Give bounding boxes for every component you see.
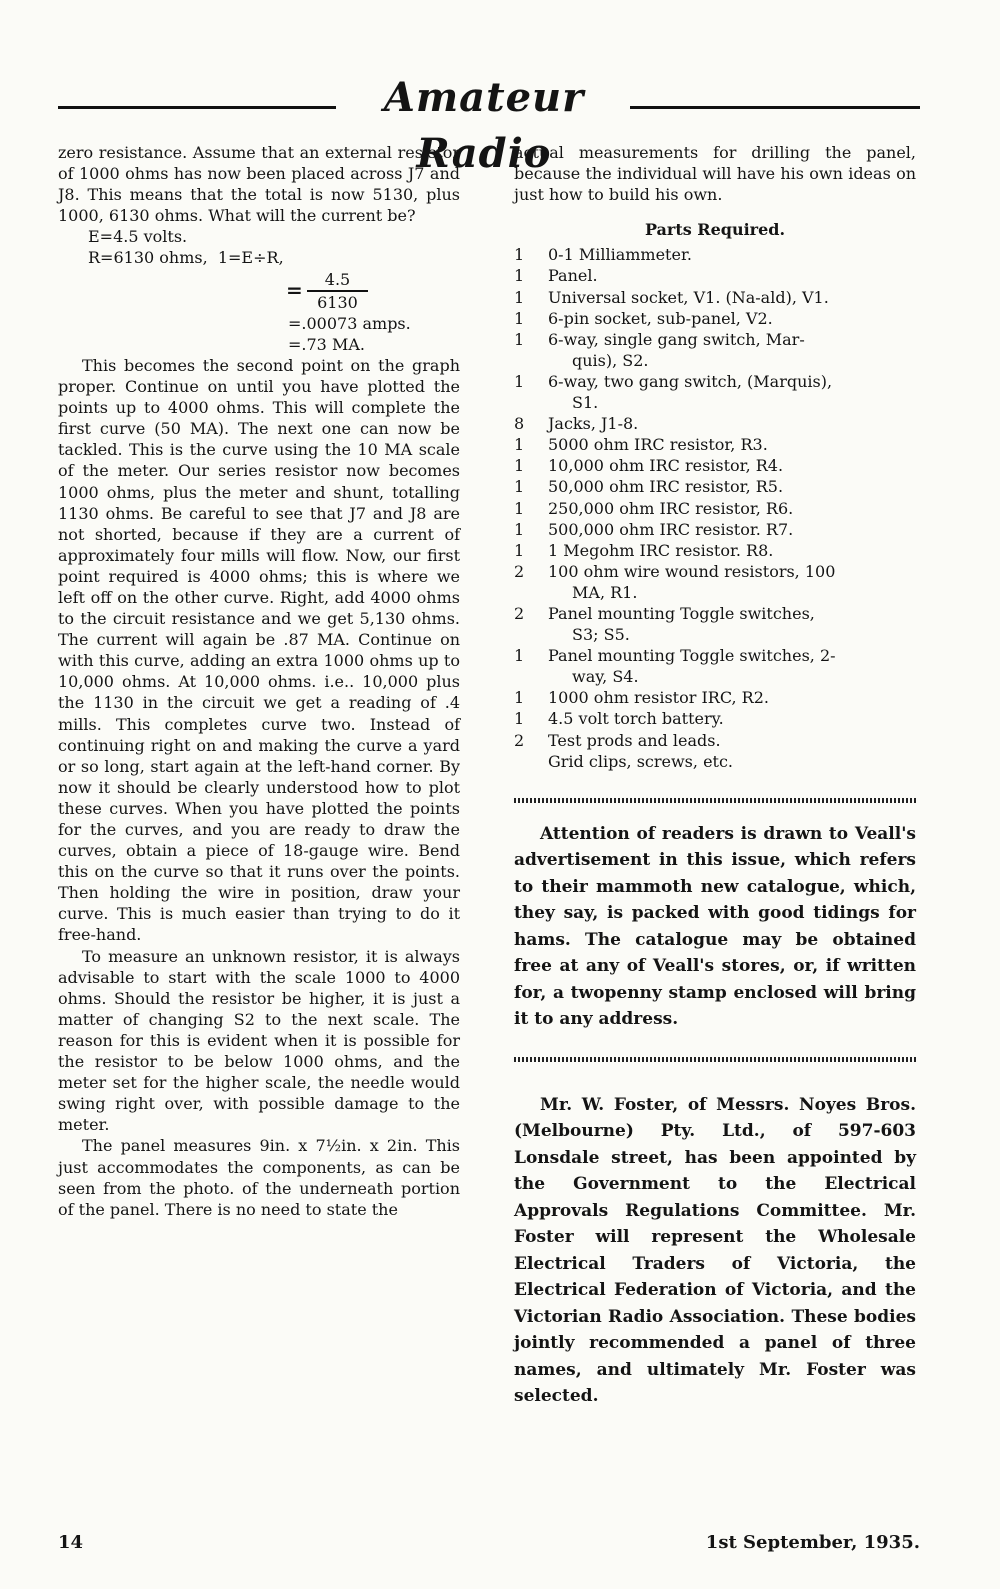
part-line: Panel mounting Toggle switches, [548, 603, 815, 623]
part-line-continued: MA, R1. [572, 582, 638, 602]
list-item [514, 329, 916, 371]
part-description [548, 244, 916, 265]
part-quantity: 1 [514, 245, 525, 265]
part-quantity: 2 [514, 603, 525, 623]
calc-fraction-block [58, 269, 460, 313]
list-item [514, 413, 916, 434]
part-line: 100 ohm wire wound resistors, 100 [548, 561, 836, 581]
part-description [548, 308, 916, 329]
part-quantity: 1 [514, 371, 525, 391]
list-item [514, 244, 916, 265]
part-line-continued: way, S4. [572, 667, 639, 687]
part-line: 50,000 ohm IRC resistor, R5. [548, 477, 784, 497]
part-line: 250,000 ohm IRC resistor, R6. [548, 498, 794, 518]
list-item [514, 730, 916, 751]
part-line: 6-pin socket, sub-panel, V2. [548, 308, 773, 328]
part-line: 1 Megohm IRC resistor. R8. [548, 540, 774, 560]
part-description [548, 540, 916, 561]
part-description [548, 708, 916, 729]
calc-result-ma: =.73 MA. [288, 334, 365, 354]
part-quantity: 1 [514, 477, 525, 497]
list-item [514, 708, 916, 729]
list-item [514, 687, 916, 708]
part-description [548, 413, 916, 434]
part-quantity: 1 [514, 456, 525, 476]
calc-result-amps: =.00073 amps. [288, 313, 411, 333]
part-line: 6-way, single gang switch, Mar- [548, 329, 805, 349]
part-description [548, 476, 916, 497]
part-quantity: 1 [514, 498, 525, 518]
paragraph-actual-measurements: actual measurements for drilling the panel, because the individual will have his own ideas on just how to build his own. [514, 143, 916, 205]
part-line: Panel. [548, 266, 598, 286]
list-item [514, 540, 916, 561]
list-item [514, 519, 916, 540]
part-description [548, 287, 916, 308]
calc-fraction [307, 269, 368, 313]
list-item [514, 498, 916, 519]
part-quantity: 1 [514, 688, 525, 708]
calc-voltage: E=4.5 volts. [88, 227, 188, 247]
divider-dotted [514, 798, 916, 803]
part-description [548, 603, 916, 645]
paragraph-zero-resistance: zero resistance. Assume that an external resistor of 1000 ohms has now been placed across J7 and J8. This means that the total is now 5130, plus 1000, 6130 ohms. What will the current be? [58, 143, 460, 226]
paragraph-unknown-resistor: To measure an unknown resistor, it is always advisable to start with the scale 1000 to 4000 ohms. Should the resistor be higher, it is just a matter of changing S2 to the next scale. The reason for this is evident when it is possible for the resistor to be below 1000 ohms, and the meter set for the higher scale, the needle would swing right over, with possible damage to the meter. [58, 946, 460, 1135]
part-line: 5000 ohm IRC resistor, R3. [548, 435, 768, 455]
part-description [548, 498, 916, 519]
part-description [548, 265, 916, 286]
part-line-continued: S1. [572, 393, 599, 413]
notice-vealls: Attention of readers is drawn to Veall's advertisement in this issue, which refers to their mammoth new catalogue, which, they say, is packed with good tidings for hams. The catalogue may be obtained free at any of Veall's stores, or, if written for, a twopenny stamp enclosed will bring it to any address. [514, 823, 916, 1030]
list-item [514, 561, 916, 603]
list-item [514, 751, 916, 772]
part-quantity: 1 [514, 266, 525, 286]
part-line: 6-way, two gang switch, (Marquis), [548, 371, 833, 391]
part-line-continued: quis), S2. [572, 350, 649, 370]
list-item [514, 455, 916, 476]
calc-formula: 1=E÷R, [217, 248, 284, 268]
part-line: Grid clips, screws, etc. [548, 751, 734, 771]
part-description [548, 730, 916, 751]
part-quantity [514, 751, 548, 772]
part-description [548, 645, 916, 687]
part-description [548, 455, 916, 476]
part-line: 4.5 volt torch battery. [548, 709, 724, 729]
part-quantity: 1 [514, 435, 525, 455]
page-number: 14 [58, 1532, 84, 1553]
calc-numerator: 4.5 [307, 269, 368, 292]
part-line: Universal socket, V1. (Na-ald), V1. [548, 287, 829, 307]
masthead-rule-left [58, 106, 336, 109]
list-item [514, 265, 916, 286]
paragraph-second-point: This becomes the second point on the graph proper. Continue on until you have plotted the points up to 4000 ohms. This will complete the first curve (50 MA). The next one can now be tackled. This is the curve using the 10 MA scale of the meter. Our series resistor now becomes 1000 ohms, plus the meter and shunt, totalling 1130 ohms. Be careful to see that J7 and J8 are not shorted, because if they are a current of approximately four mills will flow. Now, our first point required is 4000 ohms; this is where we left off on the other curve. Right, add 4000 ohms to the circuit resistance and we get 5,130 ohms. The current will again be .87 MA. Continue on with this curve, adding an extra 1000 ohms up to 10,000 ohms. At 10,000 ohms. i.e.. 10,000 plus the 1130 in the circuit we get a reading of .4 mills. This completes curve two. Instead of continuing right on and making the curve a yard or so long, start again at the left-hand corner. By now it should be clearly understood how to plot these curves. When you have plotted the points for the curves, and you are ready to draw the curves, obtain a piece of 18-gauge wire. Bend this on the curve so that it runs over the points. Then holding the wire in position, draw your curve. This is much easier than trying to do it free-hand. [58, 355, 460, 945]
notice-foster: Mr. W. Foster, of Messrs. Noyes Bros. (Melbourne) Pty. Ltd., of 597-603 Lonsdale street, has been appointed by the Government to the Electrical Approvals Regulations Committee. Mr. Foster will represent the Wholesale Electrical Traders of Victoria, the Electrical Federation of Victoria, and the Victorian Radio Association. These bodies jointly recommended a panel of three names, and ultimately Mr. Foster was selected. [514, 1094, 916, 1407]
list-item [514, 308, 916, 329]
part-quantity: 1 [514, 540, 525, 560]
right-column [514, 142, 916, 1410]
issue-date: 1st September, 1935. [705, 1532, 920, 1553]
part-line: 10,000 ohm IRC resistor, R4. [548, 456, 784, 476]
calc-denominator: 6130 [317, 292, 358, 312]
part-line: Panel mounting Toggle switches, 2- [548, 646, 836, 666]
part-quantity: 8 [514, 414, 525, 434]
part-description [548, 561, 916, 603]
part-line: Test prods and leads. [548, 730, 721, 750]
list-item [514, 287, 916, 308]
part-quantity: 1 [514, 308, 525, 328]
part-line: 0-1 Milliammeter. [548, 245, 692, 265]
masthead-title: Amateur Radio [383, 74, 585, 177]
calc-resistance-line [58, 247, 460, 268]
calc-resistance: R=6130 ohms, [88, 248, 208, 268]
part-description [548, 434, 916, 455]
masthead-rule-right [630, 106, 920, 109]
part-line: Jacks, J1-8. [548, 414, 639, 434]
list-item [514, 645, 916, 687]
list-item [514, 434, 916, 455]
part-line-continued: S3; S5. [572, 625, 630, 645]
part-quantity: 1 [514, 646, 525, 666]
part-description [548, 751, 916, 772]
part-line: 1000 ohm resistor IRC, R2. [548, 688, 769, 708]
part-quantity: 1 [514, 709, 525, 729]
part-description [548, 687, 916, 708]
part-description [548, 371, 916, 413]
part-quantity: 1 [514, 519, 525, 539]
part-quantity: 2 [514, 561, 525, 581]
part-quantity: 1 [514, 329, 525, 349]
parts-list [514, 244, 916, 771]
divider-dotted [514, 1057, 916, 1062]
part-line: 500,000 ohm IRC resistor. R7. [548, 519, 794, 539]
part-description [548, 329, 916, 371]
list-item [514, 476, 916, 497]
list-item [514, 603, 916, 645]
part-description [548, 519, 916, 540]
list-item [514, 371, 916, 413]
part-quantity: 1 [514, 287, 525, 307]
calc-equals: = [286, 278, 303, 303]
part-quantity: 2 [514, 730, 525, 750]
parts-title: Parts Required. [644, 220, 786, 240]
left-column [58, 142, 460, 1220]
paragraph-panel-measures: The panel measures 9in. x 7½in. x 2in. This just accommodates the components, as can be seen from the photo. of the underneath portion of the panel. There is no need to state the [58, 1136, 460, 1219]
